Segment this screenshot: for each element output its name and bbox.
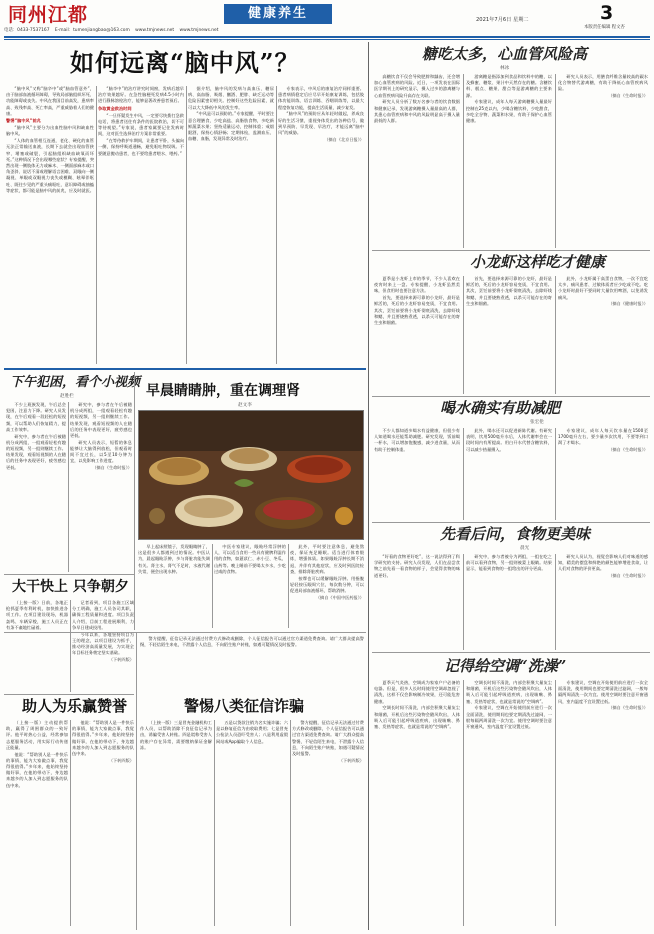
article6-col3: 此外，平时要注意休息，避免熬夜，保证充足睡眠。适当进行体育锻炼，增强体质。如果眼睑浮肿长期不消退，并伴有其他症状，应及时到医院检查，排除肾脏疾病。 按摩也可以缓解眼睑浮肿。用指腹轻轻按压眼周穴位，每次数分钟，可以促进局部血液循环，帮助消肿。 （摘自《中国中医药报》） xyxy=(290,544,364,600)
article1-col2: “脑卒中”的治疗讲究时间窗，发病后越早治疗效果越好。在急性脑梗死发病4.5小时内进行静脉溶栓治疗，能够显著改善患者预后。 争取黄金救治时间 “一旦怀疑发生中风，一定要尽快拨打急救电话，将患者送往有条件的医院救治，切不可等待观望。”专家说，患者家属要记住发病时间，这对医生选择治疗方案非常重要。 “在等待救护车期间，让患者平卧，头偏向一侧，保持呼吸道通畅，避免呕吐物误吸。不要随意搬动患者，也不要给患者喂水、喂药。” xyxy=(98,86,184,156)
contact-info xyxy=(4,28,222,34)
article6-col2: 中医专家建议，眼睑经常浮肿的人，可以适当食用一些具有健脾利湿作用的食物，如薏苡仁、赤小豆、冬瓜、山药等。晚上睡前不要喝太多水，少吃过咸的食物。 xyxy=(214,544,286,574)
article11-col3: 专家建议，空调在开始使用前应进行一次全面清洗，使用期间也要定期清洗过滤网，一般每隔两周清洗一次为宜。使用空调时要注意开窗通风，室内温度不宜设置过低。 （摘自《生命时报》） xyxy=(558,680,648,711)
issue-date: 2021年7月6日 星期二 xyxy=(476,17,529,23)
article3-col3: 此外，小龙虾属于高蛋白食物，一次不宜吃太多，痛风患者、过敏体质者应少吃或不吃。吃小龙虾时最好不要同时大量饮用啤酒，以免诱发痛风。 （摘自《健康时报》） xyxy=(558,276,648,307)
article6-byline: 赵文李 xyxy=(238,403,252,408)
web-text: www.tmjnews.net xyxy=(135,28,175,33)
article9-col2: 五是以贷款注销为名实施诈骗；六是以修复征信为由收取费用；七是冒充公检法人员恐吓受害人；八是利用虚假网站或App骗取个人信息。 xyxy=(216,720,288,744)
article1-col3: 据介绍，脑中风的发病与高血压、糖尿病、高血脂、吸烟、酗酒、肥胖、缺乏运动等危险因素密切相关。控制好这些危险因素，就可以大大降低中风的发生率。 “中风是可以预防的。”专家提醒，平时要注意合理膳食，少吃高盐、高脂肪食物，多吃新鲜蔬菜水果；坚持适量运动，控制体重；戒烟限酒，保持心情舒畅；定期体检，监测血压、血糖、血脂，发现异常及时治疗。 xyxy=(188,86,274,142)
herbs-photo xyxy=(138,410,364,540)
article10-col2: 研究中，参与者被分为两组，一组在吃之前可以看到食物，另一组则被蒙上眼睛。结果显示，能看到食物的一组给出的评分更高。 xyxy=(466,554,552,572)
article7-title: 大干快上 只争朝夕 xyxy=(12,579,129,595)
article11-title: 记得给空调“洗澡” xyxy=(444,657,567,675)
article1-col1: “脑中风”又称“脑卒中”或“脑血管意外”，由于脑部血液循环障碍，导致局部脑组织坏死、功能障碍或丧失。中风在我国目前高发，患病率高、致残率高、死亡率高，严重威胁着人们的健康。 警惕“脑中风”前兆 “脑中风”主要分为出血性脑中风和缺血性脑中风。 “人体的血管相互连通，老化、硬化的血管无法正常输送血液，长期下去就会出现血管狭窄、堵塞或破裂，引起脑组织缺血缺氧而坏死。”这种情况下会出现哪些症状？专家提醒，突然出现一侧肢体无力或麻木、一侧面部麻木或口角歪斜、说话不清或理解语言困难、双眼向一侧凝视、单眼或双眼视力丧失或模糊、眩晕伴呕吐、既往少见的严重头痛呕吐、意识障碍或抽搐等症状，都可能是脑中风的前兆，应及时就医。 xyxy=(6,86,94,193)
article2-col1: 高糖饮食不仅会导致肥胖和龋齿，还会增加心血管疾病的风险。近日，一项发表在国际医学期刊上的研究显示，摄入过多的游离糖与心血管疾病风险升高存在关联。 研究人员分析了数万名参与者的饮食数据和健康记录，发现游离糖摄入量最高的人群，其患心血管疾病和中风的风险明显高于摄入量最低的人群。 xyxy=(374,74,460,123)
herbs-illustration xyxy=(139,411,364,540)
email-text: E-mail：tumenjiangbao@163.com xyxy=(54,28,130,33)
article6-col1: 早上起床照镜子，发现眼睛肿了，这是很多人都遇到过的情况。中医认为，晨起眼睑浮肿，多与肾脏功能失调有关。肾主水，肾气不足时，水液代谢失常，便会出现水肿。 xyxy=(138,544,210,574)
article10-col3: 研究人员认为，视觉会影响人们对味道的感知，精美的摆盘和鲜艳的颜色能够增进食欲，让人们对食物的评价更高。 （摘自《生命时报》） xyxy=(558,554,648,579)
newspaper-logo: 同州江都 xyxy=(8,4,89,26)
section-title: 健康养生 xyxy=(224,4,332,24)
page-number: 3 xyxy=(600,2,614,24)
article8-col1: （上接一版）主动提供帮助，赢得了周围群众的一致好评。他平时热心公益，经常参加志愿服务活动，用实际行动传递正能量。 他说：“帮助别人是一件快乐的事情，能为大家做点事，我觉得很值得。”多年来，他始终坚持做好事，在他的带动下，身边越来越多的人加入到志愿服务的队伍中来。 xyxy=(6,720,68,788)
article4-title: 喝水确实有助减肥 xyxy=(440,399,561,417)
article8-title: 助人为乐赢赞誉 xyxy=(22,697,128,715)
article3-col2: 首先，要选择来源可靠的小龙虾，最好是鲜活的，死后的小龙虾容易变质，不宜食用。其次，烹饪前要将小龙虾彻底清洗，去除虾线和鳃，并且要烧熟煮透，以杀灭可能存在的寄生虫和细菌。 xyxy=(466,276,552,306)
article11-col2: 空调长时间不清洗，内部会积聚大量灰尘和细菌，开机后这些污染物会随风吹出，人体吸入后可能引起呼吸道疾病，出现咳嗽、鼻塞、发热等症状，也就是常说的“空调病”。 专家建议，空调在开始使用前应进行一次全面清洗，使用期间也要定期清洗过滤网，一般每隔两周清洗一次为宜。使用空调时要注意开窗通风，室内温度不宜设置过低。 xyxy=(466,680,552,729)
header-rule-thin xyxy=(4,39,650,40)
article5-col1: 不少上班族发现，午后总会犯困，注意力下降。研究人员发现，在午后观看一段轻松的短视频，可以帮助人们恢复精力，提高工作效率。 研究中，参与者在午后被随机分成两组，一组观看轻松有趣的短视频，另一组则继续工作。结果发现，观看短视频的人在随后的任务中表现更好，疲劳感也更低。 xyxy=(6,402,66,470)
article9-col3: 警方提醒，征信记录无法通过付费方式修改或删除，个人征信报告可以通过官方渠道免费查询。请广大群众提高警惕，不轻信陌生来电，不泄露个人信息，不向陌生账户转账，如遇可疑情况及时报警。 （下转四版） xyxy=(292,720,364,763)
article4-col1: 不少人都知道多喝水有益健康，但很少有人知道喝水还能帮助减肥。研究发现，饭前喝一杯水，可以增加饱腹感，减少进食量，从而有助于控制体重。 xyxy=(374,428,460,452)
article1-title: 如何远离“脑中风”？ xyxy=(70,48,300,77)
article2-byline: 林冰 xyxy=(500,66,510,71)
web-text-2: www.tmjnews.net xyxy=(179,28,219,33)
article10-title: 先看后问，食物更美味 xyxy=(440,525,591,543)
article11-col1: 夏季天气炎热，空调成为家家户户必备的电器。但是，很多人长时间使用空调却忽视了清洗，这样不仅会影响制冷效果，还可能危害健康。 空调长时间不清洗，内部会积聚大量灰尘和细菌，开机后这些污染物会随风吹出，人体吸入后可能引起呼吸道疾病，出现咳嗽、鼻塞、发热等症状，也就是常说的“空调病”。 xyxy=(374,680,460,729)
article8-col2: 他说：“帮助别人是一件快乐的事情，能为大家做点事，我觉得很值得。”多年来，他始终坚持做好事，在他的带动下，身边越来越多的人加入到志愿服务的队伍中来。 （下转四版） xyxy=(72,720,134,763)
article9-col1: （上接一版）三是冒充金融机构工作人员，以帮助消除不良征信记录为由，诱骗受害人转账。四是谎称受害人的账户存在异常，需要缴纳保证金解冻。 xyxy=(140,720,212,750)
article10-byline: 晨光 xyxy=(520,546,530,551)
article2-col2: 游离糖是指添加到食品和饮料中的糖，以及蜂蜜、糖浆、果汁中天然存在的糖。含糖饮料、糕点、糖果、甜点等是游离糖的主要来源。 专家建议，成年人每天游离糖摄入量最好控制在25克以内，少喝含糖饮料，少吃甜食，多吃全谷物、蔬菜和水果，有助于保护心血管健康。 xyxy=(466,74,552,123)
article4-byline: 张宏伦 xyxy=(530,420,544,425)
editor-credit: 本版责任编辑 程文杏 xyxy=(584,25,625,30)
article1-col4: 专家表示，中风后的康复治疗同样重要。患者病情稳定后应尽早开始康复训练，包括肢体功能训练、语言训练、吞咽训练等，以最大程度恢复功能，提高生活质量，减少复发。 “脑中风”的预防应从年轻时做起，养成良好的生活习惯，重视身体发出的各种信号，做到早预防、早发现、早治疗，才能远离“脑中风”的威胁。 （摘自《北京日报》） xyxy=(278,86,364,142)
article4-col2: 此外，喝水还可以促进新陈代谢。有研究表明，饮用500毫升水后，人体代谢率会在一段时间内有所提高。用白开水代替含糖饮料，可以减少热量摄入。 xyxy=(466,428,552,452)
article9-upper: 警方提醒，征信记录无法通过付费方式修改或删除，个人征信报告可以通过官方渠道免费查询。请广大群众提高警惕，不轻信陌生来电，不泄露个人信息，不向陌生账户转账，如遇可疑情况及时报警。 xyxy=(140,636,364,648)
article6-title: 早晨睛睛肿，重在调理肾 xyxy=(146,383,300,399)
article4-col3: 专家建议，成年人每天饮水量在1500至1700毫升左右，要少量多次饮用，不要等到口渴了才喝水。 （摘自《生命时报》） xyxy=(558,428,648,453)
article2-title: 糖吃太多，心血管风险高 xyxy=(422,45,588,63)
phone-text: 电话：0433-7537167 xyxy=(4,28,50,33)
article3-title: 小龙虾这样吃才健康 xyxy=(470,253,606,271)
header-rule xyxy=(4,36,650,38)
article10-col1: “好看的食物更好吃”，这一说法得到了科学研究的支持。研究人员发现，人们在品尝食物之前先看一看食物的样子，会觉得食物的味道更好。 xyxy=(374,554,460,578)
article9-title: 警惕八类征信诈骗 xyxy=(184,697,305,715)
article7-col1: （上接一版）日前，各地正抢抓夏季有利时机，加快推进各项工作。在项目建设现场，机器轰鸣、车辆穿梭，施工人员正在有条不紊地忙碌着。 xyxy=(6,600,68,630)
article5-title: 下午犯困，看个小视频 xyxy=(10,375,141,390)
article3-col1: 夏季是小龙虾上市的季节，不少人喜欢在夜宵时来上一盘。专家提醒，小龙虾虽然美味，但食用时也要注意方法。 首先，要选择来源可靠的小龙虾，最好是鲜活的，死后的小龙虾容易变质，不宜食用。其次，烹饪前要将小龙虾彻底清洗，去除虾线和鳃，并且要烧熟煮透，以杀灭可能存在的寄生虫和细菌。 xyxy=(374,276,460,325)
article7-col2: 记者看到，项目各施工区域分工明确，施工人员各司其职，确保工程质量和进度。项目负责人介绍，目前工程进展顺利，力争早日建成投用。 今年以来，各地坚持项目为王的理念，以项目建设为抓手，推动经济高质量发展，为实现全年目标任务奠定坚实基础。 （下转四版） xyxy=(72,600,134,662)
article5-byline: 赵胜栏 xyxy=(60,394,74,399)
article2-col3: 研究人员表示，用膳食纤维含量较高的碳水化合物替代游离糖，有助于降低心血管疾病风险。 （摘自《生命时报》） xyxy=(558,74,648,99)
article5-col2: 研究中，参与者在午后被随机分成两组，一组观看轻松有趣的短视频，另一组则继续工作。结果发现，观看短视频的人在随后的任务中表现更好，疲劳感也更低。 研究人员表示，短暂的休息能够让大脑得到放松，但观看时间不宜过长，以5至10分钟为宜，以免影响工作进度。 （摘自《生命时报》） xyxy=(70,402,132,471)
